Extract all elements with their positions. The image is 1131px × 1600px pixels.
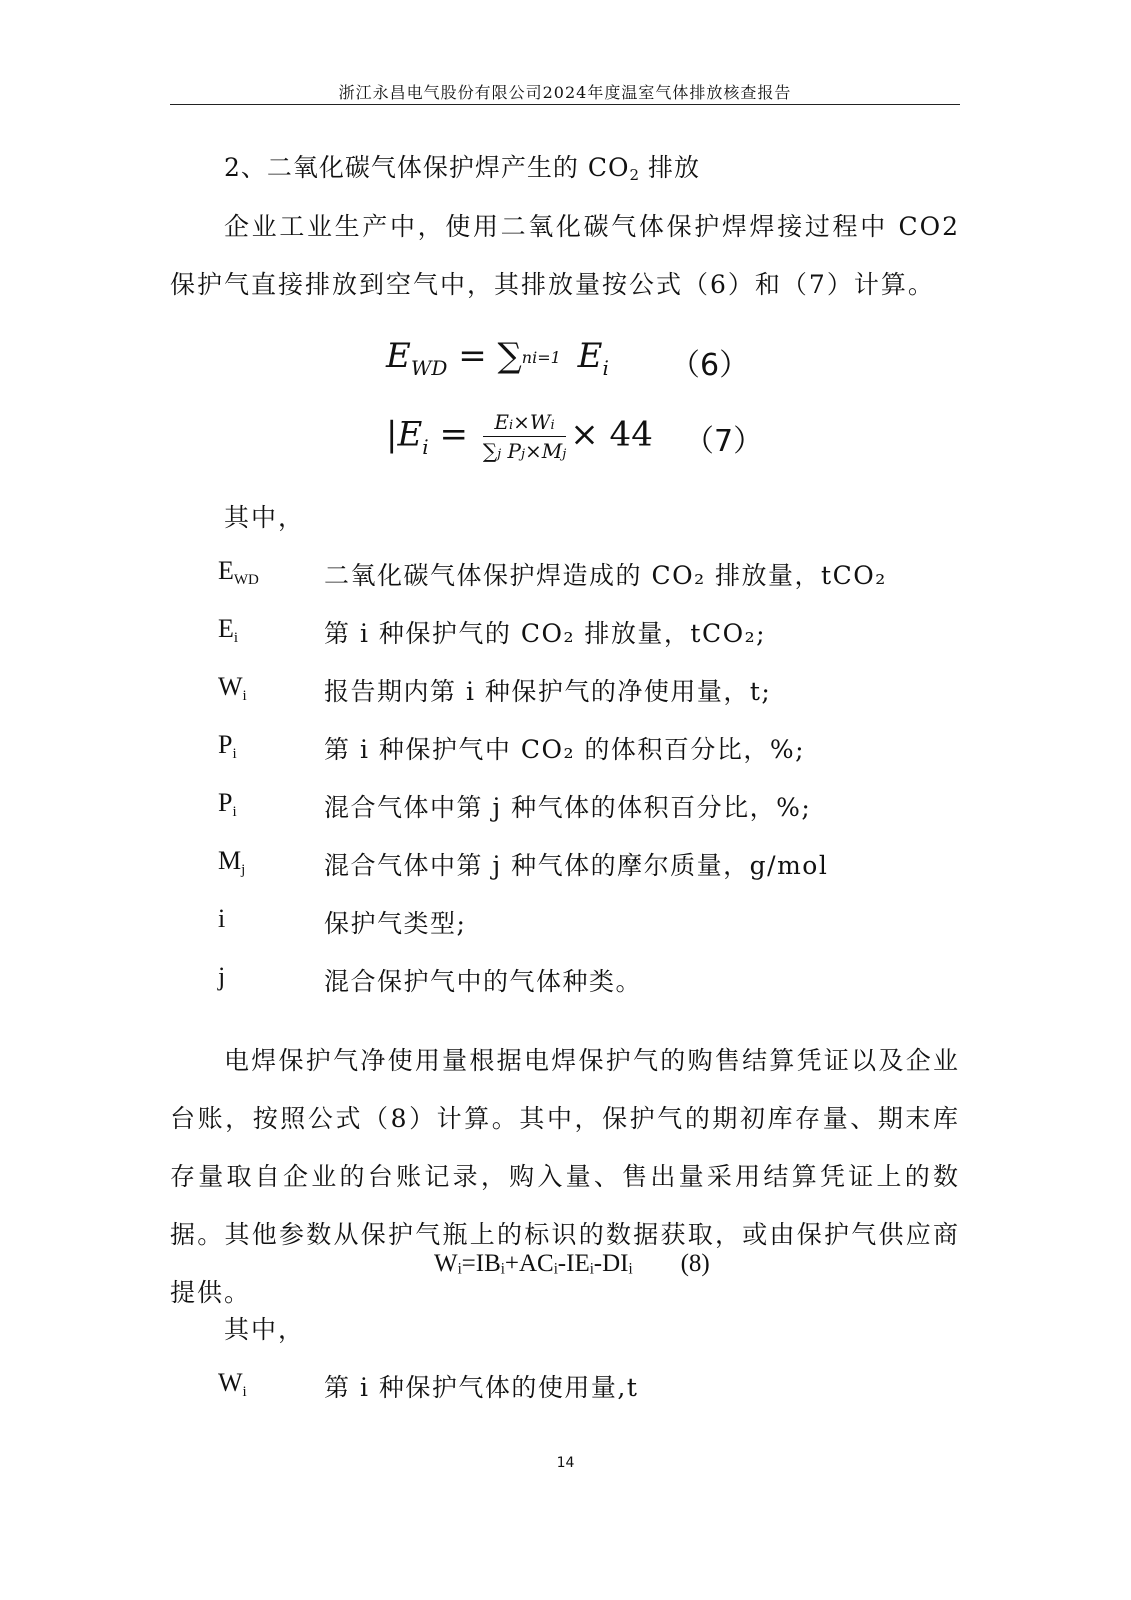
f7-tail: × 44 — [570, 414, 653, 455]
f8-text: Wᵢ=IBᵢ+ACᵢ-IEᵢ-DIᵢ — [434, 1250, 633, 1277]
definition-symbol: i — [218, 904, 226, 933]
definition-symbol: Wi — [218, 672, 247, 704]
formula-7-tag: （7） — [684, 424, 764, 459]
header-rule — [170, 104, 960, 105]
heading-tail: 排放 — [639, 153, 700, 182]
definition-description: 混合气体中第 j 种气体的体积百分比，%; — [324, 793, 812, 822]
definition-symbol: Ei — [218, 614, 239, 646]
formula-8 — [434, 1250, 710, 1278]
definition-symbol: Pi — [218, 788, 237, 820]
paragraph-net-usage: 电焊保护气净使用量根据电焊保护气的购售结算凭证以及企业台账，按照公式（8）计算。其中，保护气的期初库存量、期末库存量取自企业的台账记录，购入量、售出量采用结算凭证上的数据。其他参数从保护气瓶上的标识的数据获取，或由保护气供应商提供。 — [170, 1046, 960, 1307]
f7-eq: = — [428, 414, 479, 455]
f7-fraction — [483, 410, 566, 463]
heading-text: 2、二氧化碳气体保护焊产生的 CO — [224, 153, 630, 182]
definition-symbol: Pi — [218, 730, 237, 762]
f6-rhs-sub: i — [602, 356, 609, 380]
where-label-1: 其中， — [224, 503, 306, 532]
f7-lhs-sub: i — [422, 434, 429, 459]
definition-description: 第 i 种保护气的 CO₂ 排放量，tCO₂; — [324, 619, 767, 648]
section-heading — [224, 148, 700, 184]
f6-idx: i=1 — [532, 348, 561, 367]
definition-symbol: j — [218, 962, 226, 991]
f6-lhs-sub: WD — [410, 356, 448, 380]
definition-symbol: EWD — [218, 556, 259, 588]
f7-numerator: Ei×Wi — [483, 410, 566, 437]
paragraph-intro: 企业工业生产中，使用二氧化碳气体保护焊焊接过程中 CO2 保护气直接排放到空气中，其排放量按公式（6）和（7）计算。 — [170, 212, 960, 299]
f6-rhs: E — [566, 336, 603, 376]
f6-sup: n — [521, 348, 533, 367]
f6-eq: = ∑ — [447, 336, 522, 376]
definition-description: 保护气类型; — [324, 909, 467, 938]
f7-lhs: E — [397, 414, 423, 455]
formula-7: $|E_i$ = $\frac{Ei\times Wi}{\text{∑j Pj×Mj}}$ × 44 — [386, 410, 653, 463]
f8-tag: (8) — [680, 1250, 710, 1277]
heading-subscript: 2 — [629, 166, 640, 184]
definition-description: 混合保护气中的气体种类。 — [324, 967, 643, 996]
definition-description: 二氧化碳气体保护焊造成的 CO₂ 排放量，tCO₂ — [324, 561, 887, 590]
formula-6 — [386, 336, 609, 380]
definition-description: 混合气体中第 j 种气体的摩尔质量，g/mol — [324, 851, 829, 880]
f6-lhs: E — [386, 336, 411, 376]
definition-symbol: Wi — [218, 1368, 247, 1400]
formula-6-tag: （6） — [670, 348, 750, 383]
definition-description: 第 i 种保护气体的使用量,t — [324, 1373, 639, 1402]
where-label-2: 其中， — [224, 1315, 306, 1344]
definition-symbol: Mj — [218, 846, 246, 878]
page-number: 14 — [556, 1455, 575, 1471]
definition-description: 报告期内第 i 种保护气的净使用量，t; — [324, 677, 772, 706]
f7-denominator: ∑j Pj×Mj — [482, 439, 567, 463]
page-header: 浙江永昌电气股份有限公司2024年度温室气体排放核查报告 — [338, 83, 792, 102]
definition-description: 第 i 种保护气中 CO₂ 的体积百分比，%; — [324, 735, 806, 764]
f6-sum-index — [522, 350, 561, 366]
